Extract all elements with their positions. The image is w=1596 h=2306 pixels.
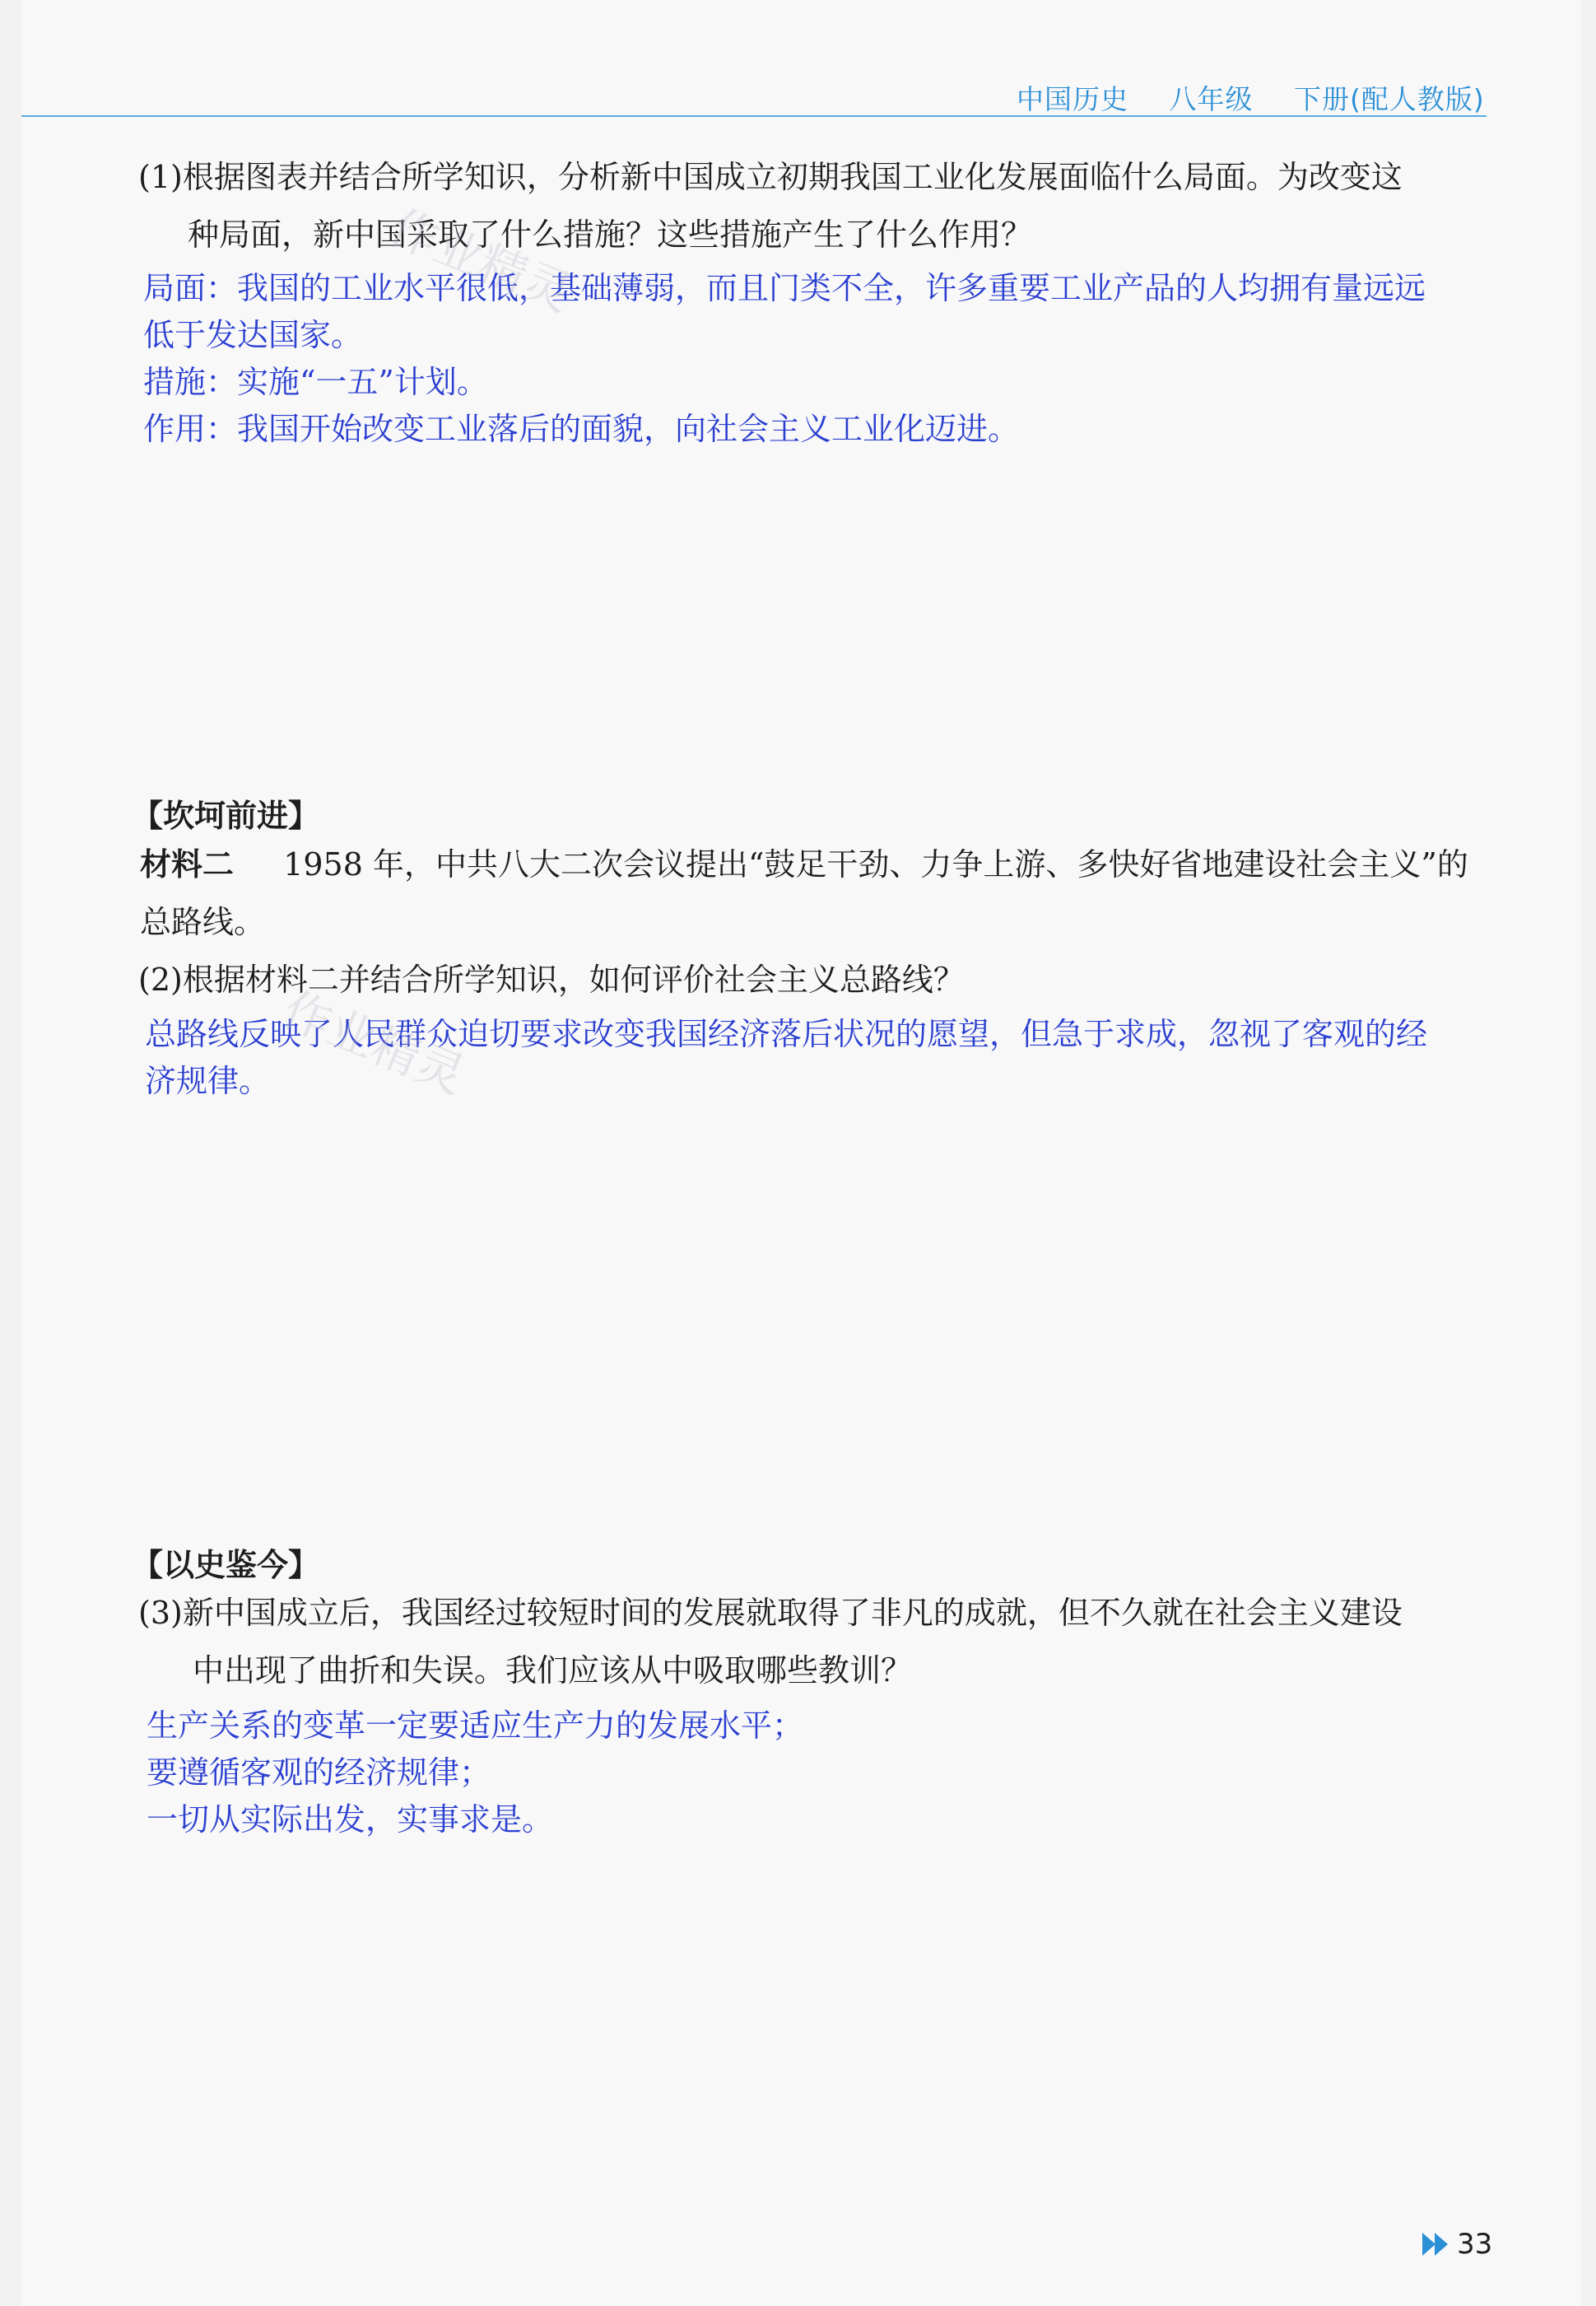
q3-line2: 中出现了曲折和失误。我们应该从中吸取哪些教训？	[193, 1652, 913, 1689]
material2-text: 1958 年，中共八大二次会议提出“鼓足干劲、力争上游、多快好省地建设社会主义”的	[283, 846, 1468, 883]
header-subject: 中国历史	[1017, 83, 1128, 115]
header-divider	[21, 115, 1487, 117]
q3-answer-line1: 生产关系的变革一定要适应生产力的发展水平；	[147, 1707, 804, 1744]
watermark-2: 作业精灵	[274, 981, 473, 1105]
page-header	[1017, 78, 1485, 117]
section2-title: 【坎坷前进】	[132, 798, 320, 834]
q1-answer-line4: 作用：我国开始改变工业落后的面貌，向社会主义工业化迈进。	[143, 411, 1020, 447]
double-arrow-icon	[1422, 2233, 1450, 2256]
q1-line1: (1)根据图表并结合所学知识，分析新中国成立初期我国工业化发展面临什么局面。为改变这	[138, 159, 1403, 195]
material2-line2: 总路线。	[140, 904, 266, 940]
material2-line1	[140, 836, 1468, 893]
q2-text: (2)根据材料二并结合所学知识，如何评价社会主义总路线？	[138, 962, 965, 998]
header-volume: 下册(配人教版)	[1294, 83, 1485, 115]
q2-answer-line2: 济规律。	[145, 1063, 271, 1099]
page-number	[1422, 2228, 1492, 2261]
watermark: 作业精灵	[381, 198, 580, 323]
q1-answer-line3: 措施：实施“一五”计划。	[143, 364, 488, 400]
q1-answer-line1: 局面：我国的工业水平很低，基础薄弱，而且门类不全，许多重要工业产品的人均拥有量远远	[143, 270, 1426, 306]
q2-answer-line1: 总路线反映了人民群众迫切要求改变我国经济落后状况的愿望，但急于求成，忽视了客观的经	[145, 1016, 1428, 1052]
section3-title: 【以史鉴今】	[132, 1547, 320, 1583]
page-number-text: 33	[1457, 2228, 1493, 2261]
header-grade: 八年级	[1169, 83, 1254, 115]
q3-answer-line3: 一切从实际出发，实事求是。	[147, 1801, 554, 1838]
q1-answer-line2: 低于发达国家。	[143, 317, 363, 353]
q1-line2: 种局面，新中国采取了什么措施？这些措施产生了什么作用？	[188, 217, 1033, 253]
q3-line1: (3)新中国成立后，我国经过较短时间的发展就取得了非凡的成就，但不久就在社会主义建设	[138, 1595, 1403, 1631]
material2-label: 材料二	[140, 846, 235, 883]
q3-answer-line2: 要遵循客观的经济规律；	[147, 1754, 491, 1791]
